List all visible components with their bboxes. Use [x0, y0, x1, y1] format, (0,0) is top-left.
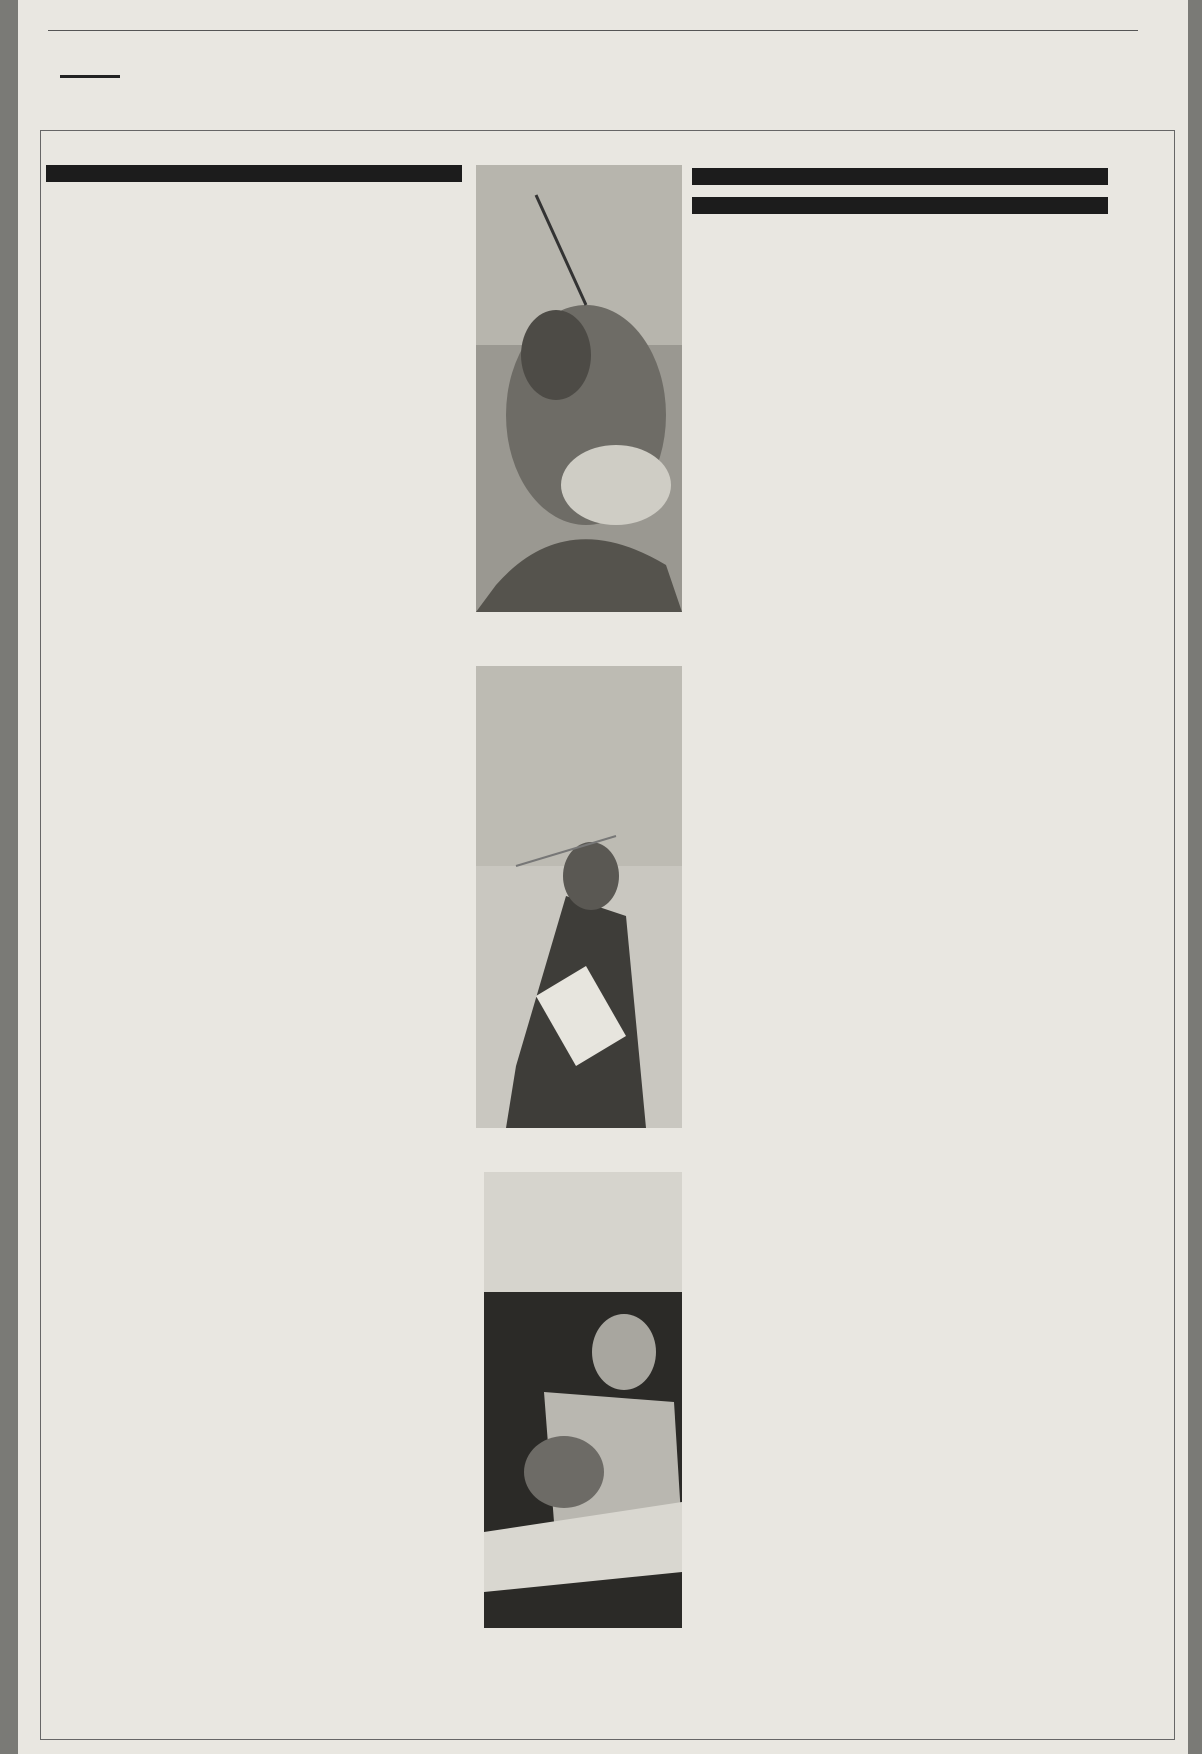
photo-man-signing — [476, 666, 682, 1128]
kicker-feste — [692, 168, 1108, 185]
logo-rule — [60, 75, 120, 78]
photo-abruzzo — [476, 666, 682, 1128]
kicker-appuntamenti — [46, 165, 462, 182]
kicker-iniziative — [692, 197, 1108, 214]
masthead — [48, 30, 1138, 110]
photo-brigantaggio — [476, 165, 682, 612]
photo-signature-desk — [484, 1172, 682, 1628]
feste-column — [692, 168, 1108, 214]
photo-firme — [484, 1172, 682, 1628]
appuntamenti-column — [46, 165, 462, 182]
painting-illustration — [476, 165, 682, 612]
